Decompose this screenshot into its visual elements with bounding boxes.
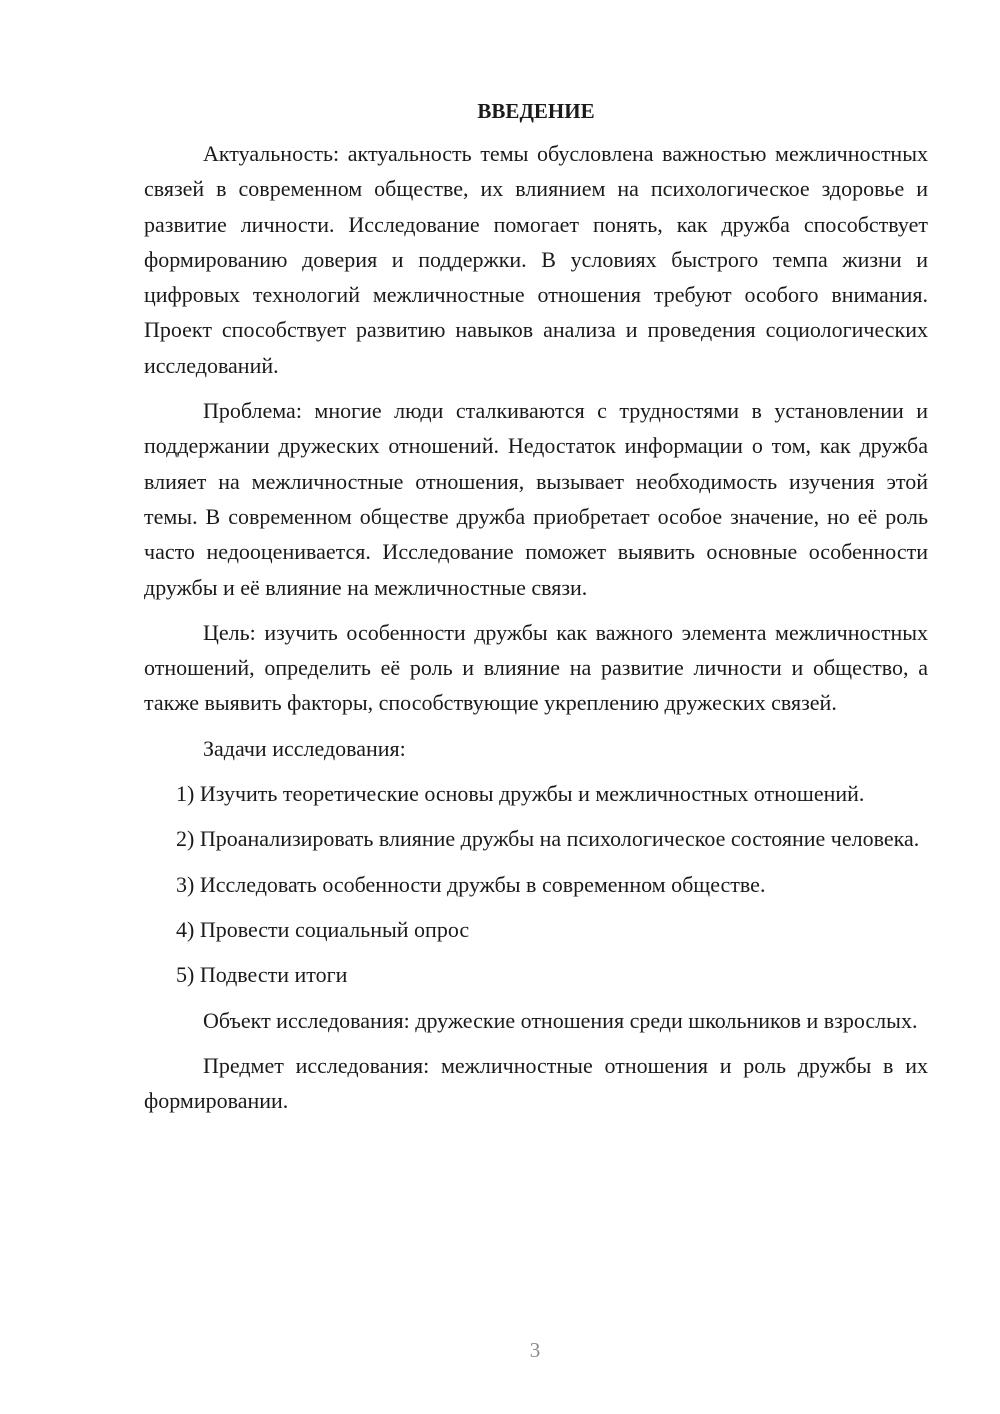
task-item-5: 5) Подвести итоги	[176, 962, 348, 988]
task-item-3: 3) Исследовать особенности дружбы в современном обществе.	[176, 871, 766, 897]
relevance-paragraph: Актуальность: актуальность темы обусловлена важностью межличностных связей в современном обществе, их влиянием на психологическое здоровье и развитие личности. Исследование помогает понять, как дружба способствует формированию доверия и поддержки. В условиях быстрого темпа жизни и цифровых технологий межличностные отношения требуют особого внимания. Проект способствует развитию навыков анализа и проведения социологических исследований.	[144, 141, 928, 378]
tasks-list	[144, 776, 928, 992]
task-item-2: 2) Проанализировать влияние дружбы на психологическое состояние человека.	[176, 826, 920, 852]
object-paragraph: Объект исследования: дружеские отношения среди школьников и взрослых.	[203, 1007, 918, 1033]
goal-paragraph: Цель: изучить особенности дружбы как важного элемента межличностных отношений, определить её роль и влияние на развитие личности и общество, а также выявить факторы, способствующие укреплению дружеских связей.	[144, 619, 928, 716]
task-item-4: 4) Провести социальный опрос	[176, 916, 470, 942]
page-body	[144, 94, 928, 1118]
tasks-heading: Задачи исследования:	[203, 735, 406, 761]
page-number: 3	[529, 1338, 541, 1362]
section-heading: ВВЕДЕНИЕ	[477, 99, 595, 123]
task-item-1: 1) Изучить теоретические основы дружбы и межличностных отношений.	[176, 781, 865, 807]
subject-paragraph: Предмет исследования: межличностные отношения и роль дружбы в их формировании.	[144, 1052, 928, 1114]
problem-paragraph: Проблема: многие люди сталкиваются с трудностями в установлении и поддержании дружеских отношений. Недостаток информации о том, как дружба влияет на межличностные отношения, вызывает необходимость изучения этой темы. В современном обществе дружба приобретает особое значение, но её роль часто недооценивается. Исследование поможет выявить основные особенности дружбы и её влияние на межличностные связи.	[144, 398, 928, 600]
